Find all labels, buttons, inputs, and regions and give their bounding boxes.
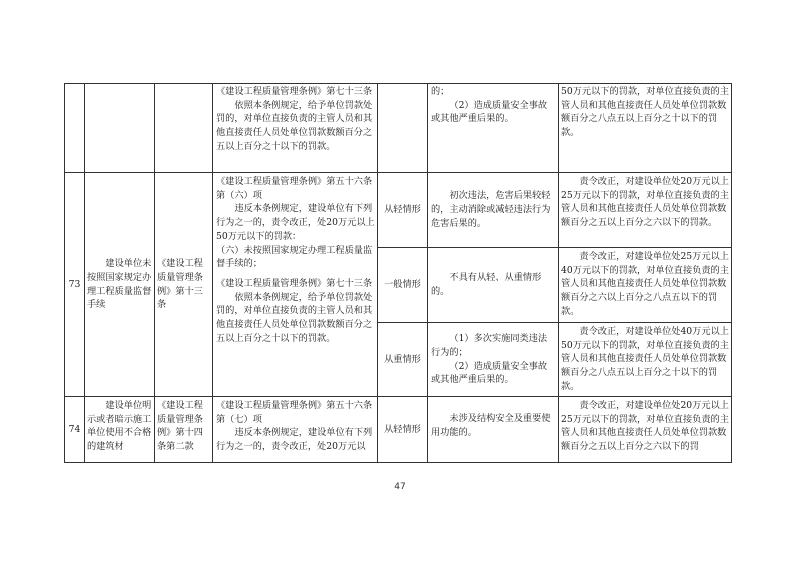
condition-line: 未涉及结构安全及重要使用功能的。 (431, 413, 551, 438)
penalty-cell (561, 175, 729, 246)
condition-cell (431, 323, 556, 396)
measure-line: 违反本条例规定，建设单位有下列行为之一的，责令改正，处20万元以 (216, 427, 373, 453)
penalty-text: 责令改正，对建设单位处20万元以上25万元以下的罚款，对单位直接负责的主管人员和其他直接责任人员处单位罚款数额百分之五以上百分之六以下的罚 (561, 400, 729, 453)
condition-cell (431, 412, 556, 461)
penalty-cell (561, 85, 729, 171)
col-border (731, 83, 732, 463)
penalty-cell (561, 399, 729, 461)
condition-line: 的； (431, 86, 450, 97)
penalty-cell (561, 250, 729, 321)
measures-cell (216, 399, 376, 461)
measure-line: （六）未按照国家规定办理工程质量监督手续的； (216, 244, 373, 270)
col-border (84, 83, 85, 463)
penalty-cell (561, 325, 729, 395)
tier-level: 一般情形 (384, 279, 421, 291)
violation-behavior-cell (87, 173, 153, 396)
row-number: 74 (68, 423, 81, 435)
legal-basis: 《建设工程质量管理条例》第十三条 (157, 258, 203, 311)
col-border (558, 83, 559, 463)
condition-cell (431, 85, 556, 171)
measure-line: 《建设工程质量管理条例》第五十六条第（七）项 (216, 400, 373, 425)
legal-basis: 《建设工程质量管理条例》第十四条第二款 (157, 400, 203, 453)
penalty-table (64, 83, 732, 463)
penalty-text: 责令改正，对建设单位处25万元以上40万元以下的罚款，对单位直接负责的主管人员和其他直接责任人员处单位罚款数额百分之六以上百分之八点五以下的罚款。 (561, 251, 729, 317)
col-border (212, 83, 213, 463)
penalty-text: 责令改正，对建设单位处40万元以上50万元以下的罚款，对单位直接负责的主管人员和其他直接责任人员处单位罚款数额百分之八点五以上百分之十以下的罚款。 (561, 326, 729, 392)
legal-basis-cell (157, 399, 211, 461)
condition-line: （2）造成质量安全事故或其他严重后果的。 (431, 99, 548, 125)
condition-line: （2）造成质量安全事故或其他严重后果的。 (431, 360, 548, 386)
measure-line: 依照本条例规定，给予单位罚款处罚的，对单位直接负责的主管人员和其他直接责任人员处单位罚款数额百分之五以上百分之十以下的罚款。 (216, 291, 373, 344)
measure-line: 《建设工程质量管理条例》第五十六条第（六）项 (216, 176, 373, 201)
row-border-bottom (64, 462, 732, 463)
col-border (427, 83, 428, 463)
condition-cell (431, 248, 556, 322)
condition-cell (431, 173, 556, 247)
page-number: 47 (394, 482, 406, 492)
tier-level: 从轻情形 (384, 204, 421, 216)
measure-line: 《建设工程质量管理条例》第七十三条 (216, 277, 373, 289)
measure-line: 违反本条例规定，建设单位有下列行为之一的，责令改正，处20万元以上50万元以下的罚款： (216, 203, 375, 242)
row-number: 73 (68, 278, 81, 290)
tier-level: 从轻情形 (384, 423, 421, 435)
measure-line: 依照本条例规定，给予单位罚款处罚的，对单位直接负责的主管人员和其他直接责任人员处单位罚款数额百分之五以上百分之十以下的罚款。 (216, 99, 373, 152)
legal-basis-cell (157, 173, 211, 396)
penalty-text: 50万元以下的罚款，对单位直接负责的主管人员和其他直接责任人员处单位罚款数额百分之八点五以上百分之十以下的罚款。 (561, 86, 729, 139)
penalty-text: 责令改正，对建设单位处20万元以上25万元以下的罚款，对单位直接负责的主管人员和其他直接责任人员处单位罚款数额百分之五以上百分之六以下的罚款。 (561, 176, 729, 229)
measures-cell (216, 85, 376, 171)
violation-behavior: 建设单位未按照国家规定办理工程质量监督手续 (87, 258, 152, 311)
measure-line: 《建设工程质量管理条例》第七十三条 (216, 86, 373, 97)
measures-cell (216, 175, 376, 395)
condition-line: （1）多次实施同类违法行为的； (431, 333, 548, 358)
col-border (154, 83, 155, 463)
row-border-top (64, 83, 732, 84)
condition-line: 初次违法，危害后果较轻的，主动消除或减轻违法行为危害后果的。 (431, 190, 551, 229)
violation-behavior: 建设单位明示或者暗示施工单位使用不合格的建筑材 (87, 400, 152, 453)
violation-behavior-cell (87, 399, 153, 461)
condition-line: 不具有从轻、从重情形的。 (431, 272, 542, 297)
tier-level: 从重情形 (384, 353, 421, 365)
